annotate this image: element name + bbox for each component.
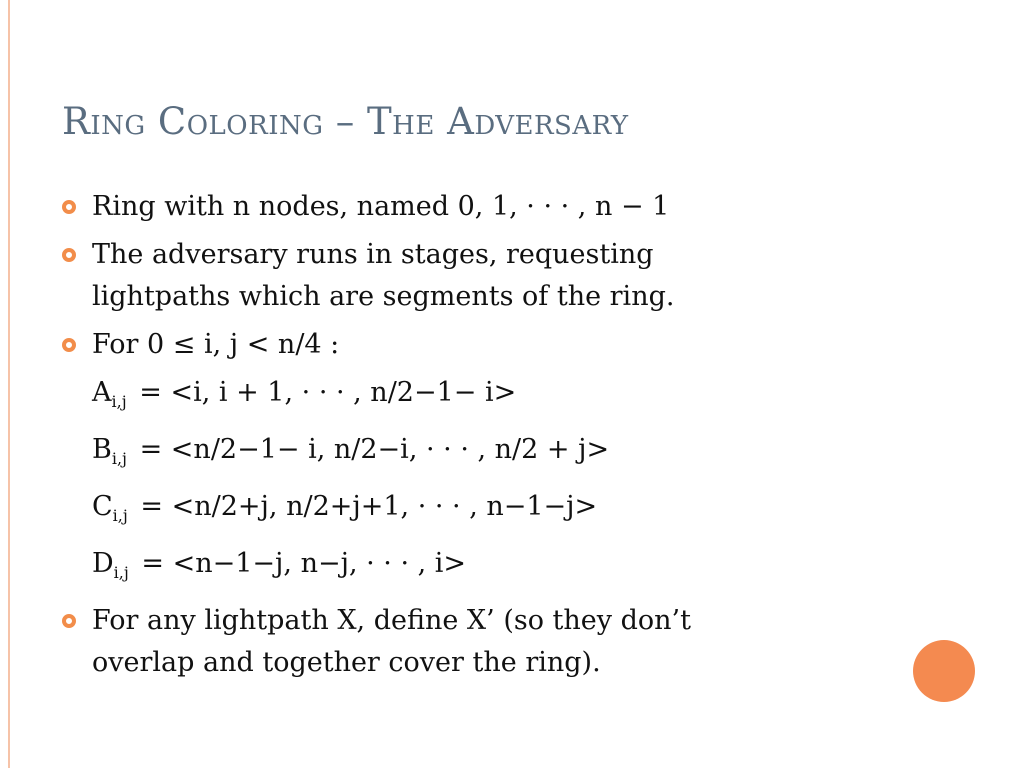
formula-letter: A xyxy=(92,377,112,408)
left-border-line xyxy=(8,0,10,768)
bullet-item xyxy=(62,186,842,228)
bullet-text: overlap and together cover the ring). xyxy=(92,647,601,678)
bullet-text: Ring with n nodes, named 0, 1, · · · , n − 1 xyxy=(92,191,670,222)
slide-title: Ring Coloring – The Adversary xyxy=(62,100,629,143)
formula-b xyxy=(62,429,842,480)
bullet-icon xyxy=(62,200,76,214)
formula-c xyxy=(62,486,842,537)
bullet-icon xyxy=(62,248,76,262)
bullet-item xyxy=(62,324,842,366)
formula-text: = <n/2−1− i, n/2−i, · · · , n/2 + j> xyxy=(131,434,610,465)
bullet-text: lightpaths which are segments of the ring. xyxy=(92,281,675,312)
right-decoration xyxy=(973,0,1024,768)
bullet-item xyxy=(62,600,842,642)
bullet-text: For any lightpath X, define X’ (so they don’t xyxy=(92,605,691,636)
formula-text: = <n/2+j, n/2+j+1, · · · , n−1−j> xyxy=(131,491,598,522)
formula-subscript: i,j xyxy=(112,506,128,525)
bullet-icon xyxy=(62,614,76,628)
formula-subscript: i,j xyxy=(113,563,129,582)
formula-subscript: i,j xyxy=(111,449,128,468)
formula-subscript: i,j xyxy=(111,392,127,411)
formula-text: = <i, i + 1, · · · , n/2−1− i> xyxy=(130,377,517,408)
bullet-icon xyxy=(62,338,76,352)
formula-a xyxy=(62,372,842,423)
bullet-item xyxy=(62,234,842,276)
bullet-text: For 0 ≤ i, j < n/4 : xyxy=(92,329,340,360)
slide-body xyxy=(62,186,842,684)
formula-text: = <n−1−j, n−j, · · · , i> xyxy=(132,548,467,579)
bullet-continuation xyxy=(62,276,842,318)
decorative-circle-icon xyxy=(913,640,975,702)
bullet-continuation xyxy=(62,642,842,684)
bullet-text: The adversary runs in stages, requesting xyxy=(92,239,654,270)
formula-d xyxy=(62,543,842,594)
formula-letter: C xyxy=(92,491,113,522)
formula-letter: B xyxy=(92,434,112,465)
formula-letter: D xyxy=(92,548,114,579)
